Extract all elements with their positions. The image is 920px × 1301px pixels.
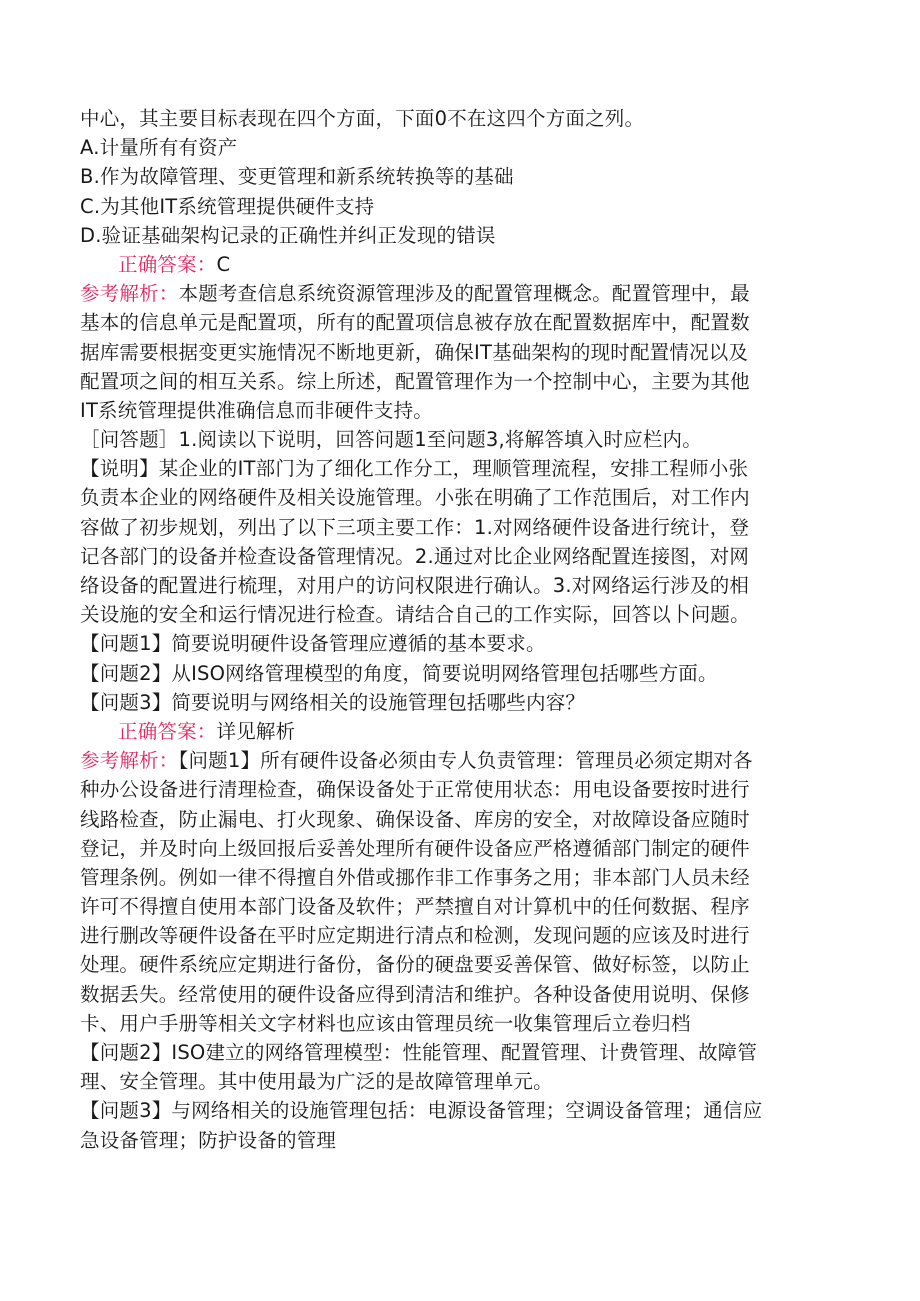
analysis-line: 登记，并及时向上级回报后妥善处理所有硬件设备应严格遵循部门制定的硬件 [80, 836, 750, 860]
analysis-label: 参考解析： [80, 749, 179, 773]
essay-question-intro: ［问答题］1.阅读以下说明，回答问题1至问题3,将解答填入时应栏内。 [80, 428, 702, 452]
description-line: 络设备的配置进行梳理，对用户的访问权限进行确认。3.对网络运行涉及的相 [80, 574, 750, 597]
question-stem-tail: 中心，其主要目标表现在四个方面，下面0不在这四个方面之列。 [80, 107, 645, 130]
description-line: 关设施的安全和运行情况进行检查。请结合自己的工作实际，回答以卜问题。 [80, 603, 750, 627]
analysis-line: 管理条例。例如一律不得擅自外借或挪作非工作事务之用；非本部门人员未经 [80, 865, 750, 889]
sub-question-2: 【问题2】从ISO网络管理模型的角度，简要说明网络管理包括哪些方面。 [80, 661, 718, 685]
analysis-line: 基本的信息单元是配置项，所有的配置项信息被存放在配置数据库中，配置数 [80, 311, 750, 335]
description-line: 容做了初步规划，列出了以下三项主要工作：1.对网络硬件设备进行统计，登 [80, 515, 750, 539]
option-a: A.计量所有有资产 [80, 136, 238, 160]
sub-question-3: 【问题3】简要说明与网络相关的设施管理包括哪些内容？ [80, 690, 586, 714]
sub-question-1: 【问题1】简要说明硬件设备管理应遵循的基本要求。 [80, 632, 546, 656]
correct-answer-label: 正确答案： [118, 719, 217, 743]
analysis-line: 数据丢失。经常使用的硬件设备应得到清洁和维护。各种设备使用说明、保修 [80, 982, 750, 1006]
analysis-line: 许可不得擅自使用本部门设备及软件；严禁擅自对计算机中的任何数据、程序 [80, 895, 750, 919]
analysis-line [80, 279, 840, 308]
correct-answer [80, 250, 840, 279]
analysis-line: 处理。硬件系统应定期进行备份，备份的硬盘要妥善保管、做好标签，以防止 [80, 953, 750, 977]
analysis-line: 进行删改等硬件设备在平时应定期进行清点和检测，发现问题的应该及时进行 [80, 924, 750, 948]
document-page [80, 104, 840, 1155]
correct-answer-value: C [216, 252, 231, 276]
analysis-line: 急设备管理；防护设备的管理 [80, 1128, 337, 1152]
analysis-line: 线路检查，防止漏电、打火现象、确保设备、库房的安全，对故障设备应随时 [80, 807, 750, 831]
analysis-line: IT系统管理提供准确信息而非硬件支持。 [80, 398, 433, 422]
analysis-text: 【问题1】所有硬件设备必须由专人负责管理：管理员必须定期对各 [178, 749, 753, 773]
option-c: C.为其他IT系统管理提供硬件支持 [80, 194, 375, 218]
correct-answer-label: 正确答案： [118, 252, 217, 276]
analysis-text: 本题考查信息系统资源管理涉及的配置管理概念。配置管理中，最 [178, 282, 750, 306]
analysis-line: 种办公设备进行清理检查，确保设备处于正常使用状态：用电设备要按时进行 [80, 778, 750, 802]
description-line: 负责本企业的网络硬件及相关设施管理。小张在明确了工作范围后，对工作内 [80, 486, 750, 510]
description-line: 记各部门的设备并检查设备管理情况。2.通过对比企业网络配置连接图，对网 [80, 544, 750, 568]
analysis-label: 参考解析： [80, 282, 179, 306]
option-d: D.验证基础架构记录的正确性并纠正发现的错误 [80, 223, 496, 247]
analysis-line: 理、安全管理。其中使用最为广泛的是故障管理单元。 [80, 1070, 553, 1094]
analysis-line: 配置项之间的相互关系。综上所述，配置管理作为一个控制中心，主要为其他 [80, 369, 750, 393]
analysis-line [80, 746, 840, 775]
analysis-line: 据库需要根据变更实施情况不断地更新，确保IT基础架构的现时配置情况以及 [80, 340, 749, 364]
correct-answer [80, 717, 840, 746]
analysis-line: 卡、用户手册等相关文字材料也应该由管理员统一收集管理后立卷归档 [80, 1011, 691, 1035]
correct-answer-value: 详见解析 [216, 719, 296, 743]
option-b: B.作为故障管理、变更管理和新系统转换等的基础 [80, 165, 514, 189]
description-line: 【说明】某企业的IT部门为了细化工作分工，理顺管理流程，安排工程师小张 [80, 457, 749, 481]
analysis-line: 【问题2】ISO建立的网络管理模型：性能管理、配置管理、计费管理、故障管 [80, 1041, 758, 1064]
analysis-line: 【问题3】与网络相关的设施管理包括：电源设备管理；空调设备管理；通信应 [80, 1099, 763, 1123]
